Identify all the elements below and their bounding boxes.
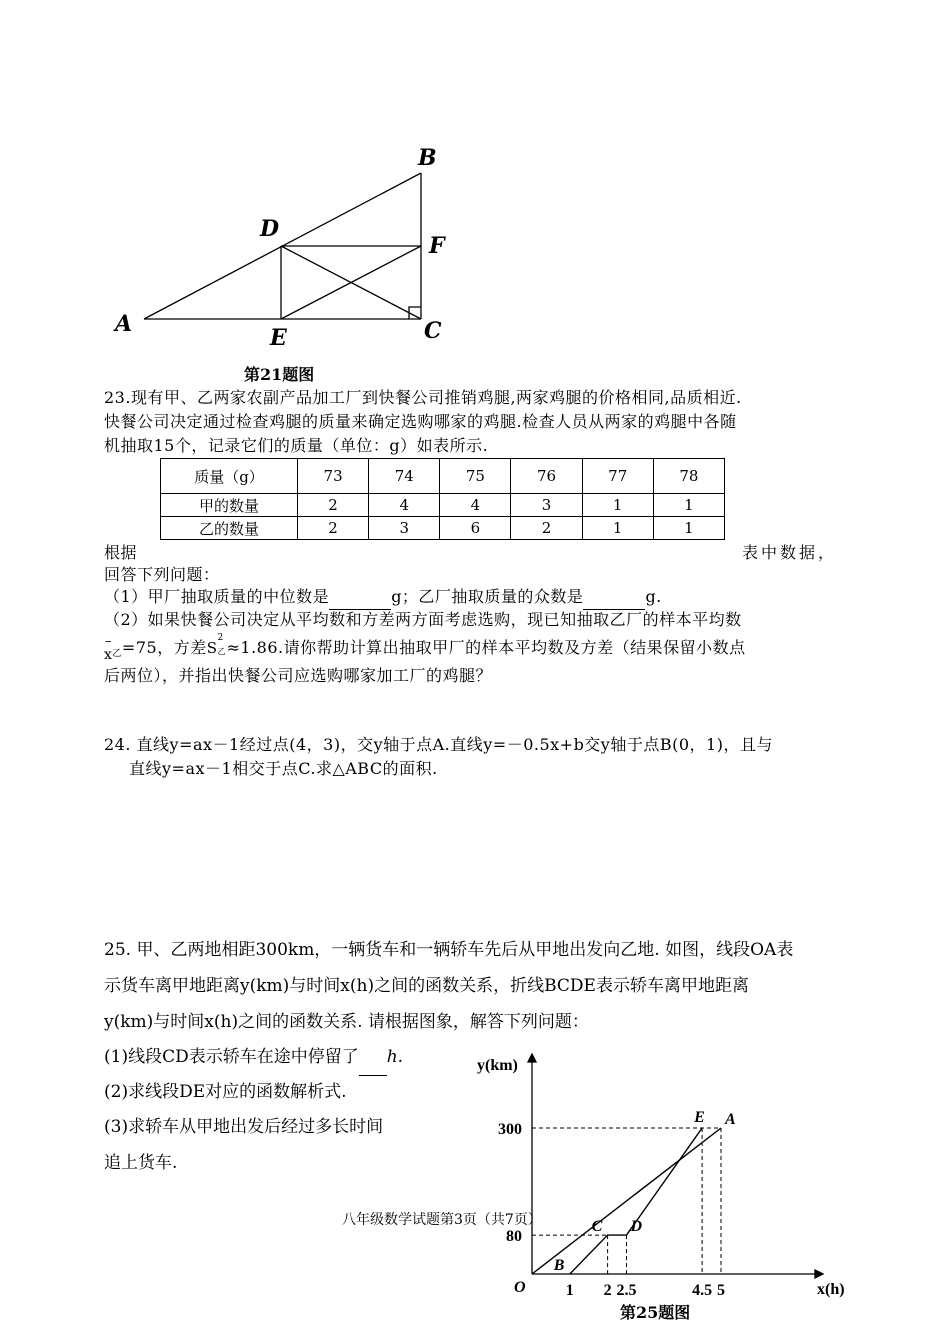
x-axis-label: x(h): [817, 1281, 845, 1298]
q23-part-2-rest: ≈1.86.请你帮助计算出抽取甲厂的样本平均数及方差（结果保留小数点: [226, 638, 746, 657]
figure-21: [100, 140, 460, 355]
q25-part-3-line-1: (3)求轿车从甲地出发后经过多长时间: [104, 1117, 384, 1137]
x-tick-label: 4.5: [692, 1282, 713, 1299]
table-header-cell: 75: [440, 459, 511, 494]
y-axis-label: y(km): [477, 1057, 518, 1074]
y-axis-arrow: [528, 1054, 536, 1062]
answer-blank[interactable]: [583, 585, 645, 610]
chart-title: 第25题图: [620, 1303, 691, 1322]
point-label-e: E: [270, 325, 287, 351]
point-label-a: A: [115, 311, 133, 337]
table-cell: 1: [582, 494, 653, 517]
q25-line-1: 25. 甲、乙两地相距300km，一辆货车和一辆轿车先后从甲地出发向乙地. 如图，线段OA表: [104, 940, 794, 960]
table-cell: 1: [653, 494, 724, 517]
point-label-a: A: [725, 1111, 736, 1128]
q23-part-2-eq: =75，方差: [121, 638, 207, 657]
origin-label: O: [514, 1279, 526, 1296]
q23-part-2-line-1: （2）如果快餐公司决定从平均数和方差两方面考虑选购，现已知抽取乙厂的样本平均数: [104, 610, 742, 629]
q23-intro-line-3: 机抽取15个，记录它们的质量（单位：g）如表所示.: [104, 436, 489, 455]
q23-after-table-right: 表中数据，: [742, 543, 838, 562]
table-cell: 2: [298, 494, 369, 517]
figure-25-chart: [470, 1050, 870, 1340]
q23-data-table: [160, 458, 725, 540]
variance-superscript: 2: [217, 633, 224, 643]
y-tick-label: 300: [498, 1121, 522, 1138]
point-label-f: F: [429, 233, 445, 259]
table-cell: 甲的数量: [161, 494, 298, 517]
table-header-row: [161, 459, 725, 494]
q23-part-2-line-2: [104, 633, 746, 663]
q25-part-1: [104, 1039, 403, 1076]
q23-after-table-left: 根据: [104, 543, 138, 562]
x-tick-label: 5: [717, 1282, 725, 1299]
point-label-d: D: [630, 1218, 643, 1236]
q23-part-2-line-3: 后两位），并指出快餐公司应选购哪家加工厂的鸡腿？: [104, 666, 493, 685]
table-cell: 2: [298, 517, 369, 540]
table-cell: 乙的数量: [161, 517, 298, 540]
point-label-b: B: [418, 145, 437, 171]
figure-21-caption: 第21题图: [244, 365, 315, 384]
q23-part-1-text-b: g；乙厂抽取质量的众数是: [391, 587, 584, 606]
xbar-subscript: 乙: [112, 649, 122, 659]
table-header-cell: 73: [298, 459, 369, 494]
table-cell: 1: [582, 517, 653, 540]
point-label-e: E: [694, 1109, 705, 1126]
q25-part-3-line-2: 追上货车.: [104, 1153, 178, 1173]
q23-intro-line-1: 23.现有甲、乙两家农副产品加工厂到快餐公司推销鸡腿,两家鸡腿的价格相同,品质相近.: [104, 388, 742, 407]
table-row: [161, 494, 725, 517]
table-header-cell: 78: [653, 459, 724, 494]
q23-after-table-line-2: 回答下列问题：: [104, 565, 220, 584]
table-header-cell: 76: [511, 459, 582, 494]
q25-part-1-unit: h.: [386, 1047, 404, 1067]
series-line-bcde: [570, 1128, 702, 1274]
q23-part-1-text-c: g.: [645, 587, 662, 606]
table-cell: 6: [440, 517, 511, 540]
page-footer: 八年级数学试题第3页（共7页）: [342, 1212, 542, 1228]
table-header-cell: 74: [369, 459, 440, 494]
q25-line-3: y(km)与时间x(h)之间的函数关系. 请根据图象，解答下列问题：: [104, 1012, 589, 1032]
q25-part-1-text: (1)线段CD表示轿车在途中停留了: [104, 1047, 359, 1067]
q25-part-2: (2)求线段DE对应的函数解析式.: [104, 1082, 347, 1102]
table-header-cell: 77: [582, 459, 653, 494]
answer-blank[interactable]: [329, 585, 391, 610]
x-axis-arrow: [815, 1270, 823, 1278]
x-tick-label: 2: [603, 1282, 612, 1299]
answer-blank[interactable]: [359, 1039, 387, 1076]
q24-line-2: 直线y=ax－1相交于点C.求△ABC的面积.: [129, 759, 438, 778]
x-tick-label: 2.5: [616, 1282, 637, 1299]
point-label-b: B: [553, 1257, 565, 1274]
variance-symbol: S: [206, 639, 218, 657]
variance-subscript: 乙: [217, 647, 226, 656]
table-cell: 1: [653, 517, 724, 540]
point-label-d: D: [260, 216, 280, 242]
x-tick-label: 1: [565, 1282, 574, 1299]
table-cell: 3: [511, 494, 582, 517]
table-cell: 4: [440, 494, 511, 517]
point-label-c: C: [591, 1218, 603, 1236]
table-cell: 4: [369, 494, 440, 517]
q23-part-1: [104, 585, 662, 610]
xbar-symbol: – x: [104, 634, 113, 663]
table-row: [161, 517, 725, 540]
y-tick-label: 80: [506, 1228, 522, 1246]
q23-part-1-text-a: （1）甲厂抽取质量的中位数是: [104, 587, 330, 606]
q24-line-1: 24. 直线y=ax－1经过点(4，3)，交y轴于点A.直线y=－0.5x+b交y轴于点B(0，1)，且与: [104, 735, 773, 754]
table-cell: 3: [369, 517, 440, 540]
q23-intro-line-2: 快餐公司决定通过检查鸡腿的质量来确定选购哪家的鸡腿.检查人员从两家的鸡腿中各随: [104, 412, 737, 431]
table-cell: 2: [511, 517, 582, 540]
q25-line-2: 示货车离甲地距离y(km)与时间x(h)之间的函数关系，折线BCDE表示轿车离甲地距离: [104, 976, 749, 996]
table-header-cell: 质量（g）: [161, 459, 298, 494]
point-label-c: C: [424, 318, 442, 344]
